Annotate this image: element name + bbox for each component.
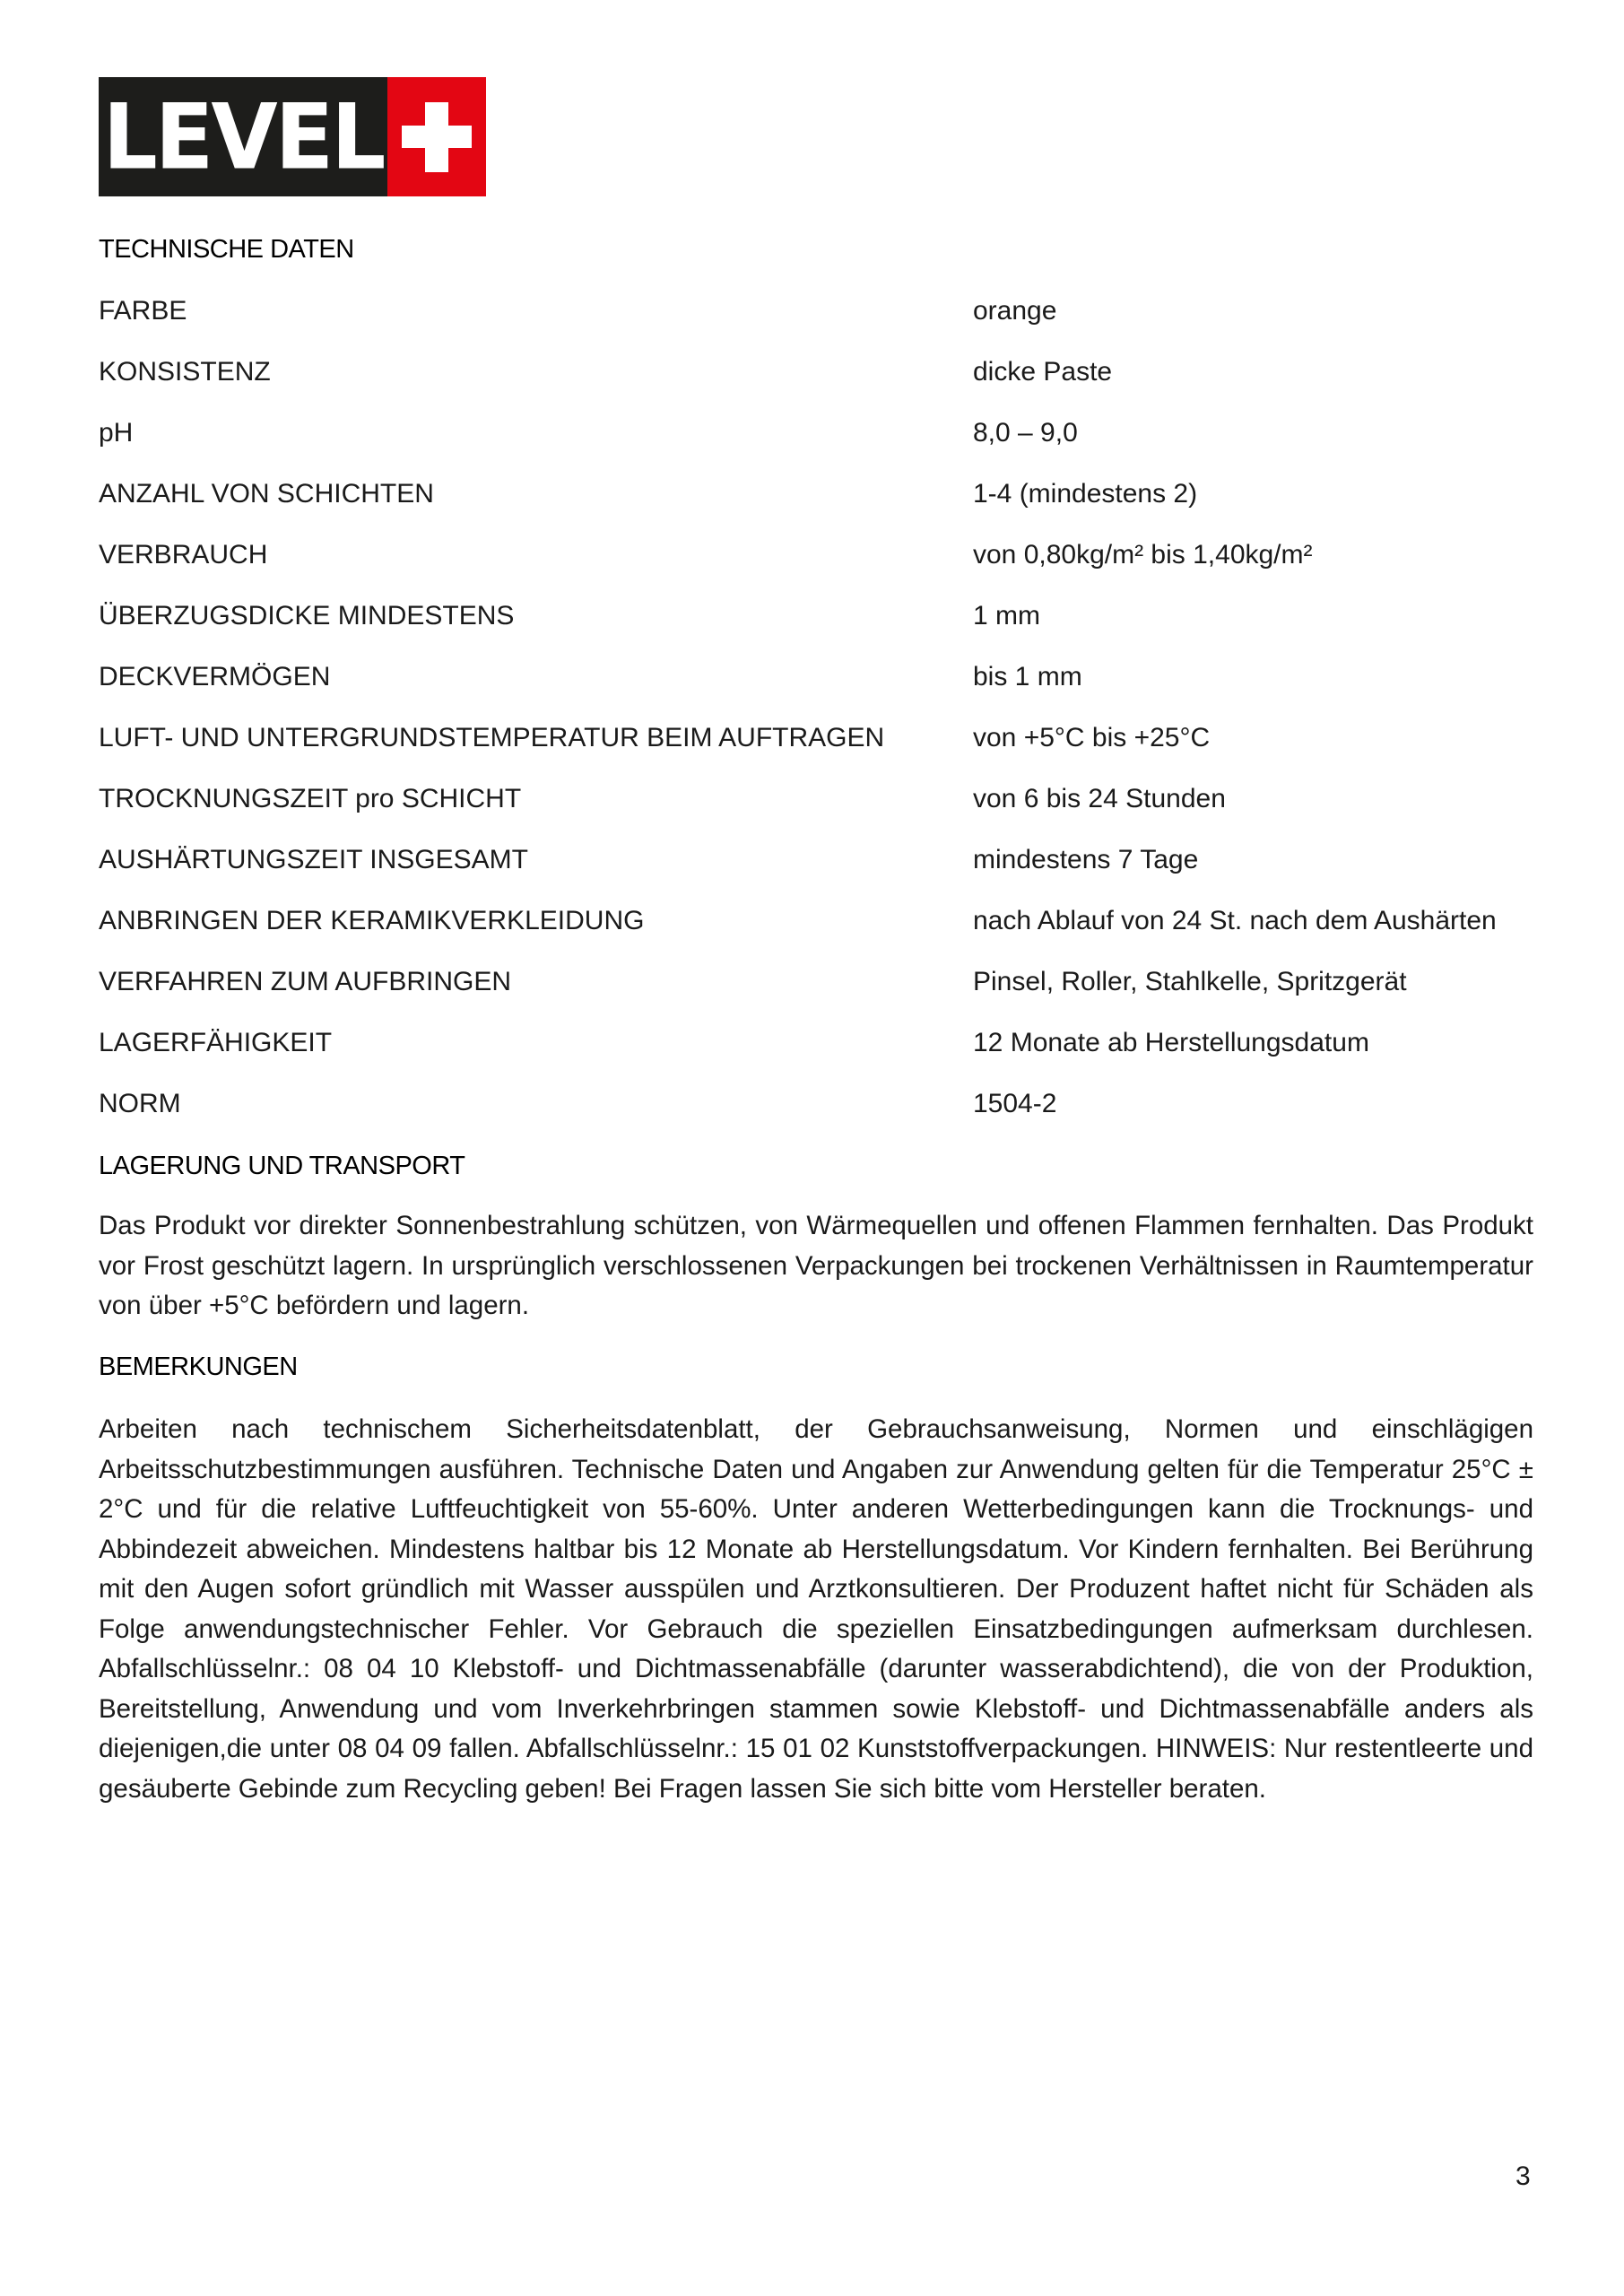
row-label-verbrauch: VERBRAUCH — [99, 540, 268, 570]
row-label-ph: pH — [99, 418, 134, 448]
row-label-norm: NORM — [99, 1089, 181, 1118]
row-value-lagerfaehigkeit: 12 Monate ab Herstellungsdatum — [973, 1028, 1369, 1057]
row-value-farbe: orange — [973, 296, 1057, 326]
row-value-aushaertungszeit: mindestens 7 Tage — [973, 845, 1199, 874]
row-label-ueberzugsdicke: ÜBERZUGSDICKE MINDESTENS — [99, 601, 515, 631]
row-label-konsistenz: KONSISTENZ — [99, 357, 271, 387]
row-value-ph: 8,0 – 9,0 — [973, 418, 1078, 448]
logo-wordmark: LEVEL — [102, 83, 384, 190]
row-label-trocknungszeit: TROCKNUNGSZEIT pro SCHICHT — [99, 784, 522, 813]
row-label-farbe: FARBE — [99, 296, 187, 326]
storage-heading: LAGERUNG UND TRANSPORT — [99, 1152, 465, 1180]
level-plus-logo — [99, 77, 486, 196]
row-label-verfahren: VERFAHREN ZUM AUFBRINGEN — [99, 967, 512, 996]
row-value-deckvermoegen: bis 1 mm — [973, 662, 1082, 691]
row-label-keramikverkleidung: ANBRINGEN DER KERAMIKVERKLEIDUNG — [99, 906, 645, 935]
row-label-deckvermoegen: DECKVERMÖGEN — [99, 662, 331, 691]
row-label-aushaertungszeit: AUSHÄRTUNGSZEIT INSGESAMT — [99, 845, 528, 874]
row-value-keramikverkleidung: nach Ablauf von 24 St. nach dem Aushärten — [973, 906, 1497, 935]
storage-paragraph: Das Produkt vor direkter Sonnenbestrahlung schützen, von Wärmequellen und offenen Flammen fernhalten. Das Produkt vor Frost geschützt lagern. In ursprünglich verschlossenen Verpackungen bei trockenen Verhältnissen in Raumtemperatur von über +5°C befördern und lagern. — [99, 1211, 1533, 1320]
row-label-anzahl-schichten: ANZAHL VON SCHICHTEN — [99, 479, 434, 509]
logo-wordmark-box — [99, 77, 387, 196]
remarks-paragraph: Arbeiten nach technischem Sicherheitsdatenblatt, der Gebrauchsanweisung, Normen und einschlägigen Arbeitsschutzbestimmungen ausführen. Technische Daten und Angaben zur Anwendung gelten für die Temperatur 25°C ± 2°C und für die relative Luftfeuchtigkeit von 55-60%. Unter anderen Wetterbedingungen kann die Trocknungs- und Abbindezeit abweichen. Mindestens haltbar bis 12 Monate ab Herstellungsdatum. Vor Kindern fernhalten. Bei Berührung mit den Augen sofort gründlich mit Wasser ausspülen und Arztkonsultieren. Der Produzent haftet nicht für Schäden als Folge anwendungstechnischer Fehler. Vor Gebrauch die speziellen Einsatzbedingungen aufmerksam durchlesen. Abfallschlüsselnr.: 08 04 10 Klebstoff- und Dichtmassenabfälle (darunter wasserabdichtend), die von der Produktion, Bereitstellung, Anwendung und vom Inverkehrbringen stammen sowie Klebstoff- und Dichtmassenabfälle anders als diejenigen,die unter 08 04 09 fallen. Abfallschlüsselnr.: 15 01 02 Kunststoffverpackungen. HINWEIS: Nur restentleerte und gesäuberte Gebinde zum Recycling geben! Bei Fragen lassen Sie sich bitte vom Hersteller beraten. — [99, 1414, 1533, 1804]
row-value-norm: 1504-2 — [973, 1089, 1057, 1118]
plus-icon — [387, 77, 486, 196]
row-value-konsistenz: dicke Paste — [973, 357, 1113, 387]
technical-data-heading: TECHNISCHE DATEN — [99, 235, 354, 264]
row-value-ueberzugsdicke: 1 mm — [973, 601, 1040, 631]
row-label-lagerfaehigkeit: LAGERFÄHIGKEIT — [99, 1028, 333, 1057]
row-value-temperatur: von +5°C bis +25°C — [973, 723, 1211, 752]
row-value-anzahl-schichten: 1-4 (mindestens 2) — [973, 479, 1198, 509]
row-label-temperatur: LUFT- UND UNTERGRUNDSTEMPERATUR BEIM AUFTRAGEN — [99, 723, 885, 752]
row-value-verfahren: Pinsel, Roller, Stahlkelle, Spritzgerät — [973, 967, 1407, 996]
row-value-trocknungszeit: von 6 bis 24 Stunden — [973, 784, 1226, 813]
row-value-verbrauch: von 0,80kg/m² bis 1,40kg/m² — [973, 540, 1313, 570]
plus-icon-vertical-bar — [425, 102, 448, 172]
page-number: 3 — [1515, 2161, 1531, 2191]
remarks-heading: BEMERKUNGEN — [99, 1352, 298, 1381]
